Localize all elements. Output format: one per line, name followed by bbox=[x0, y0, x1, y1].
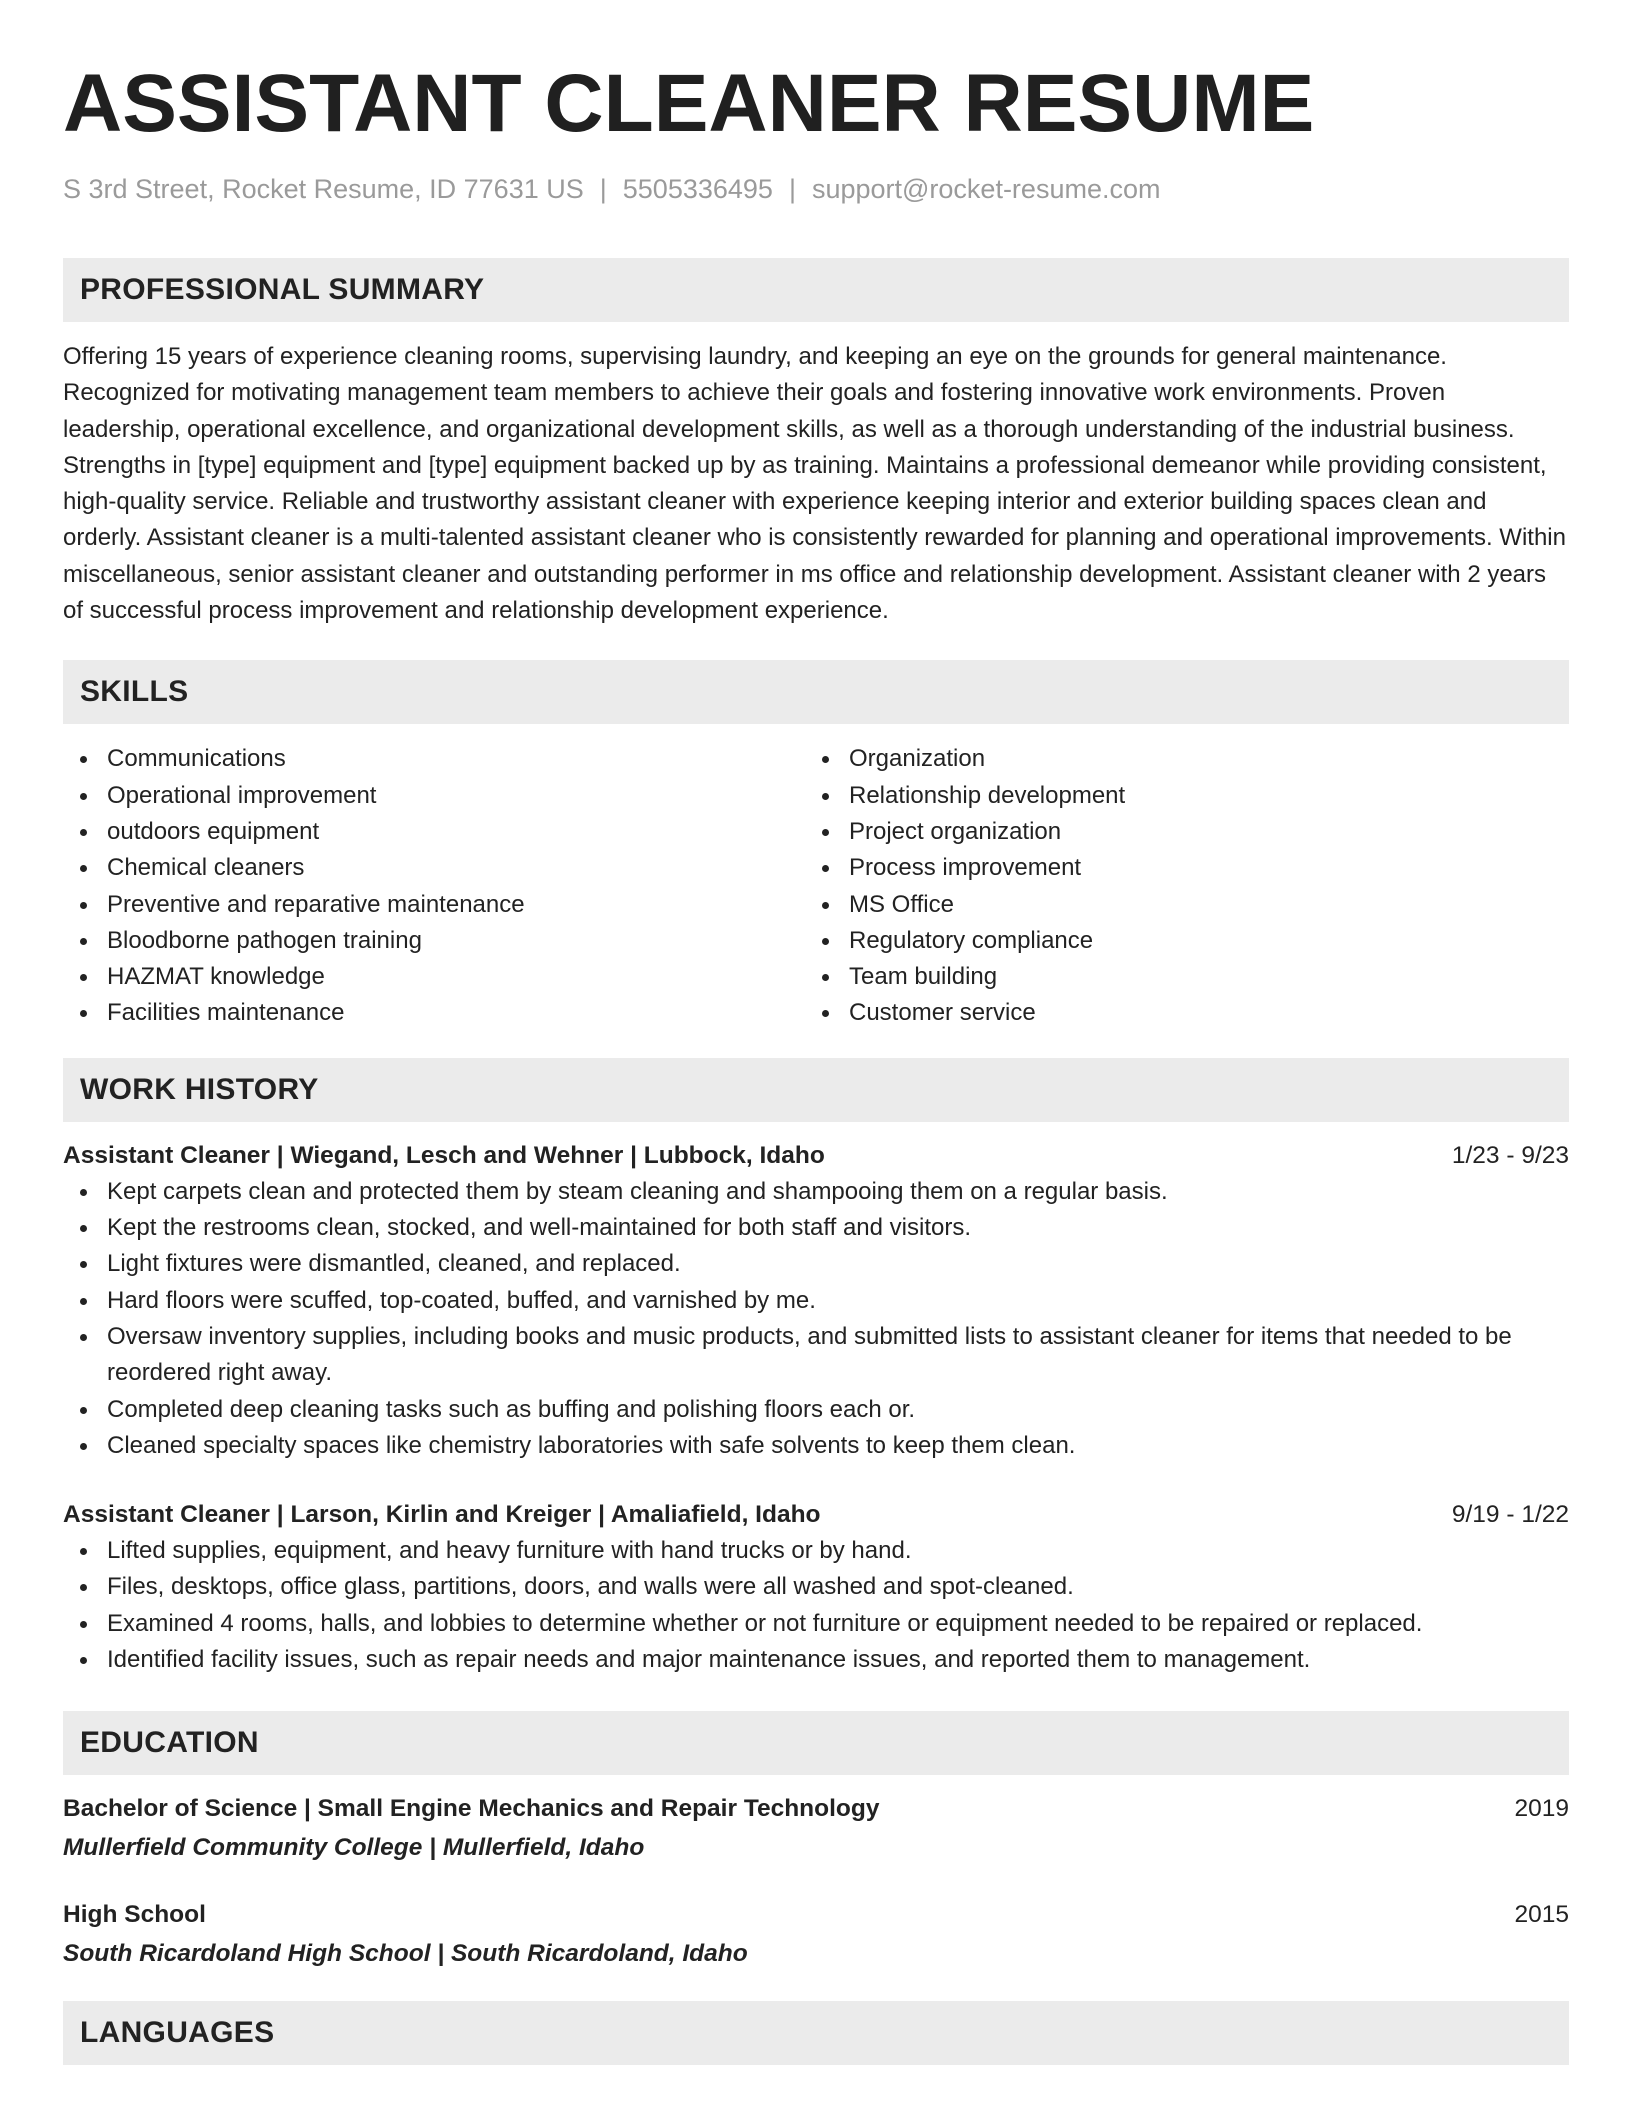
skills-left-column bbox=[63, 741, 805, 1031]
job-duty: Light fixtures were dismantled, cleaned, and replaced. bbox=[63, 1246, 1569, 1282]
work-history-section-header bbox=[63, 1058, 1569, 1122]
job-duty: Cleaned specialty spaces like chemistry laboratories with safe solvents to keep them clean. bbox=[63, 1428, 1569, 1464]
work-history-heading: WORK HISTORY bbox=[80, 1072, 319, 1106]
summary-text: Offering 15 years of experience cleaning rooms, supervising laundry, and keeping an eye on the grounds for general maintenance. Recognized for motivating management team members to achieve their goals and fostering innovative work environments. Proven leadership, operational excellence, and organizational development skills, as well as a thorough understanding of the industrial business. Strengths in [type] equipment and [type] equipment backed up by as training. Maintains a professional demeanor while providing consistent, high-quality service. Reliable and trustworthy assistant cleaner with experience keeping interior and exterior building spaces clean and orderly. Assistant cleaner is a multi-talented assistant cleaner who is consistently rewarded for planning and operational improvements. Within miscellaneous, senior assistant cleaner and outstanding performer in ms office and relationship development. Assistant cleaner with 2 years of successful process improvement and relationship development experience. bbox=[63, 343, 1566, 625]
skills-grid bbox=[63, 741, 1569, 1031]
resume-title: ASSISTANT CLEANER RESUME bbox=[63, 58, 1315, 149]
education-entry-header bbox=[63, 1897, 1569, 1933]
summary-section-header bbox=[63, 258, 1569, 322]
skill-item: Customer service bbox=[805, 995, 1547, 1031]
job-duty: Kept the restrooms clean, stocked, and well-maintained for both staff and visitors. bbox=[63, 1210, 1569, 1246]
skill-item: Process improvement bbox=[805, 850, 1547, 886]
job-duties-list bbox=[63, 1533, 1569, 1678]
skill-item: Chemical cleaners bbox=[63, 850, 805, 886]
job-duty: Hard floors were scuffed, top-coated, buffed, and varnished by me. bbox=[63, 1283, 1569, 1319]
job-duty: Identified facility issues, such as repair needs and major maintenance issues, and reported them to management. bbox=[63, 1642, 1569, 1678]
degree-title: Bachelor of Science | Small Engine Mechanics and Repair Technology bbox=[63, 1795, 880, 1823]
education-entry-header bbox=[63, 1791, 1569, 1827]
job-header bbox=[63, 1497, 1569, 1533]
graduation-year: 2015 bbox=[1514, 1901, 1569, 1929]
skill-item: Bloodborne pathogen training bbox=[63, 923, 805, 959]
contact-email: support@rocket-resume.com bbox=[811, 174, 1161, 204]
skill-item: Team building bbox=[805, 959, 1547, 995]
job-title: Assistant Cleaner | Wiegand, Lesch and Wehner | Lubbock, Idaho bbox=[63, 1141, 825, 1169]
skill-item: outdoors equipment bbox=[63, 814, 805, 850]
languages-section-header bbox=[63, 2001, 1569, 2065]
job-duty: Kept carpets clean and protected them by steam cleaning and shampooing them on a regular basis. bbox=[63, 1174, 1569, 1210]
job-dates: 9/19 - 1/22 bbox=[1451, 1501, 1569, 1529]
contact-phone: 5505336495 bbox=[622, 174, 773, 204]
skill-item: Organization bbox=[805, 741, 1547, 777]
skills-right-column bbox=[805, 741, 1547, 1031]
summary-heading: PROFESSIONAL SUMMARY bbox=[80, 273, 485, 306]
skill-item: MS Office bbox=[805, 887, 1547, 923]
skill-item: Communications bbox=[63, 741, 805, 777]
skill-item: Regulatory compliance bbox=[805, 923, 1547, 959]
job-duties-list bbox=[63, 1174, 1569, 1464]
school-name: South Ricardoland High School | South Ricardoland, Idaho bbox=[63, 1940, 748, 1968]
skill-item: Preventive and reparative maintenance bbox=[63, 887, 805, 923]
job-duty: Files, desktops, office glass, partitions, doors, and walls were all washed and spot-cleaned. bbox=[63, 1569, 1569, 1605]
languages-heading: LANGUAGES bbox=[80, 2016, 275, 2050]
job-duty: Lifted supplies, equipment, and heavy furniture with hand trucks or by hand. bbox=[63, 1533, 1569, 1569]
job-duty: Examined 4 rooms, halls, and lobbies to determine whether or not furniture or equipment needed to be repaired or replaced. bbox=[63, 1606, 1569, 1642]
job-title: Assistant Cleaner | Larson, Kirlin and Kreiger | Amaliafield, Idaho bbox=[63, 1501, 821, 1529]
job-duty: Oversaw inventory supplies, including books and music products, and submitted lists to assistant cleaner for items that needed to be reordered right away. bbox=[63, 1319, 1569, 1392]
graduation-year: 2019 bbox=[1514, 1795, 1569, 1823]
skills-heading: SKILLS bbox=[80, 675, 189, 709]
contact-address: S 3rd Street, Rocket Resume, ID 77631 US bbox=[63, 174, 584, 204]
job-header bbox=[63, 1138, 1569, 1174]
contact-separator: | bbox=[599, 174, 607, 204]
skill-item: Operational improvement bbox=[63, 778, 805, 814]
education-heading: EDUCATION bbox=[80, 1726, 259, 1760]
school-name: Mullerfield Community College | Mullerfield, Idaho bbox=[63, 1834, 645, 1862]
education-section-header bbox=[63, 1711, 1569, 1775]
contact-separator: | bbox=[788, 174, 796, 204]
job-dates: 1/23 - 9/23 bbox=[1451, 1141, 1569, 1169]
skill-item: Relationship development bbox=[805, 778, 1547, 814]
skill-item: Facilities maintenance bbox=[63, 995, 805, 1031]
degree-title: High School bbox=[63, 1901, 206, 1929]
contact-line bbox=[63, 172, 1569, 206]
skills-section-header bbox=[63, 660, 1569, 724]
skill-item: HAZMAT knowledge bbox=[63, 959, 805, 995]
job-duty: Completed deep cleaning tasks such as buffing and polishing floors each or. bbox=[63, 1392, 1569, 1428]
skill-item: Project organization bbox=[805, 814, 1547, 850]
